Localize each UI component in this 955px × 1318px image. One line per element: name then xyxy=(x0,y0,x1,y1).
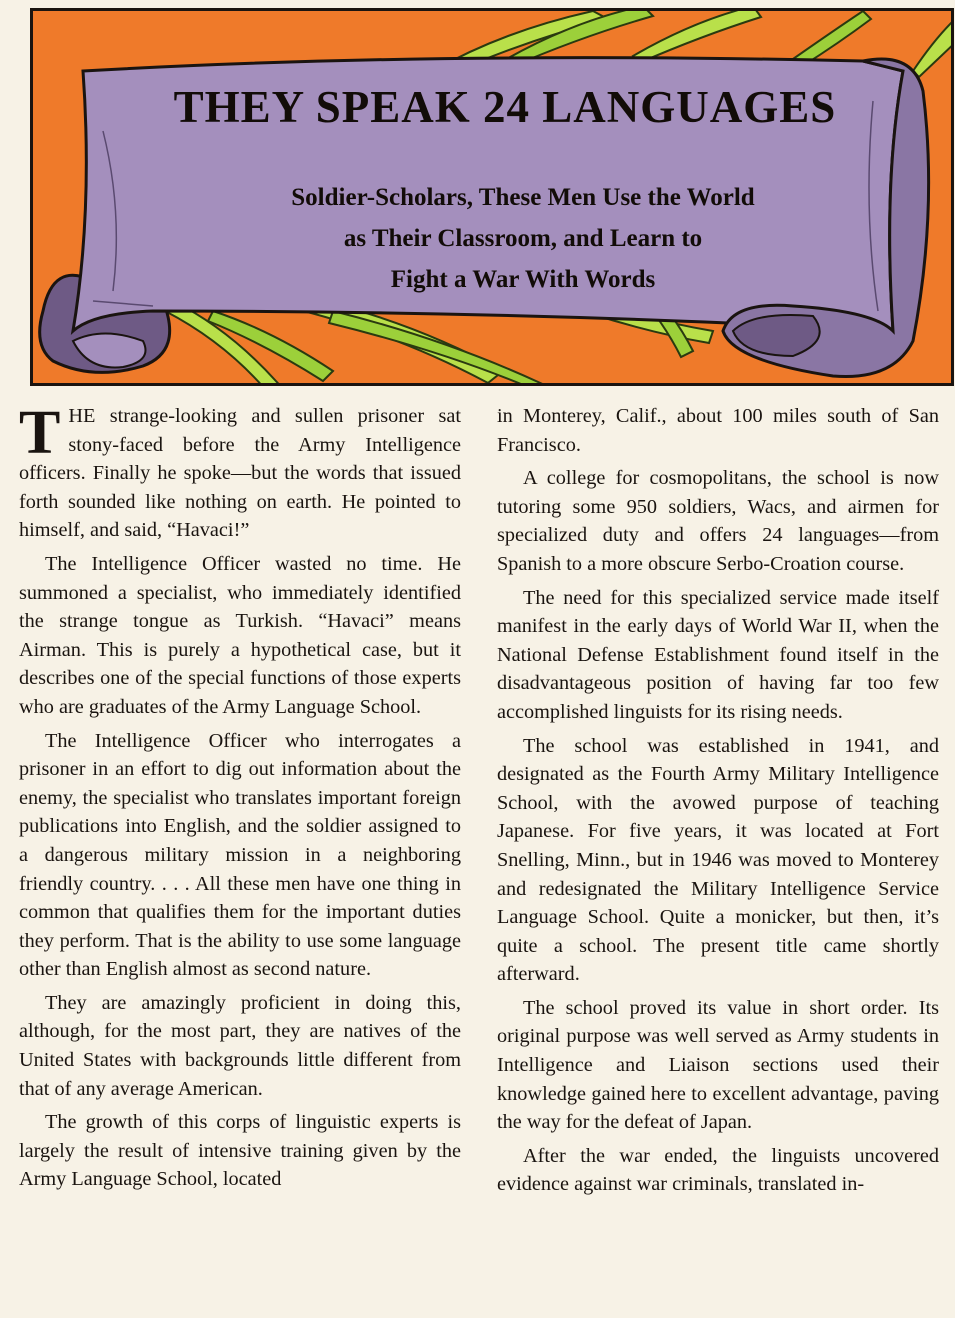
paragraph: After the war ended, the linguists uncovered evidence against war criminals, translated in- xyxy=(497,1144,939,1196)
paragraph: The school was established in 1941, and designated as the Fourth Army Military Intelligence School, with the avowed purpose of teaching Japanese. For five years, it was located at Fort Snelling, Minn., but in 1946 was moved to Monterey and redesignated the Military Intelligence Service Language School. Quite a monicker, but then, it’s quite a school. The present title came shortly afterward. xyxy=(497,734,939,986)
right-column xyxy=(497,402,939,1204)
paragraph: The school proved its value in short order. Its original purpose was well served as Army students in Intelligence and Liaison sections used their knowledge gained here to excellent advantage, paving the way for the defeat of Japan. xyxy=(497,996,939,1134)
article-subtitle xyxy=(193,177,853,300)
paragraph: A college for cosmopolitans, the school is now tutoring some 950 soldiers, Wacs, and airmen for specialized duty and offers 24 languages—from Spanish to a more obscure Serbo-Croation course. xyxy=(497,467,939,575)
drop-cap: T xyxy=(19,399,61,467)
paragraph: The Intelligence Officer who interrogates a prisoner in an effort to dig out information about the enemy, the specialist who translates important foreign publications into English, and the soldier assigned to a dangerous military mission in a neighboring friendly country. . . . All these men have one thing in common that qualifies them for the important duties they perform. That is the ability to use some language other than English almost as second nature. xyxy=(19,729,461,981)
subtitle-line: Fight a War With Words xyxy=(390,266,656,293)
article-title: THEY SPEAK 24 LANGUAGES xyxy=(173,82,837,132)
paragraph: The Intelligence Officer wasted no time. He summoned a specialist, who immediately identified the strange tongue as Turkish. “Havaci” means Airman. This is purely a hypothetical case, but it describes one of the special functions of those experts who are graduates of the Army Language School. xyxy=(19,552,461,718)
paragraph: in Monterey, Calif., about 100 miles south of San Francisco. xyxy=(497,405,939,456)
paragraph: The growth of this corps of linguistic experts is largely the result of intensive training given by the Army Language School, located xyxy=(19,1111,461,1191)
left-column xyxy=(19,399,461,1199)
subtitle-line: as Their Classroom, and Learn to xyxy=(343,225,703,252)
paragraph-text: HE strange-looking and sullen prisoner sat stony-faced before the Army Intelligence officers. Finally he spoke—but the words that issued forth sounded like nothing on earth. He pointed to himself, and said, “Havaci!” xyxy=(19,405,461,542)
paragraph: The need for this specialized service made itself manifest in the early days of World War II, when the National Defense Establishment found itself in the disadvantageous position of having far too few accomplished linguists for its rising needs. xyxy=(497,586,939,723)
title-banner xyxy=(30,8,954,386)
subtitle-line: Soldier-Scholars, These Men Use the World xyxy=(291,184,755,211)
paragraph: They are amazingly proficient in doing this, although, for the most part, they are natives of the United States with backgrounds little different from that of any average American. xyxy=(19,991,461,1100)
paragraph xyxy=(19,399,461,545)
